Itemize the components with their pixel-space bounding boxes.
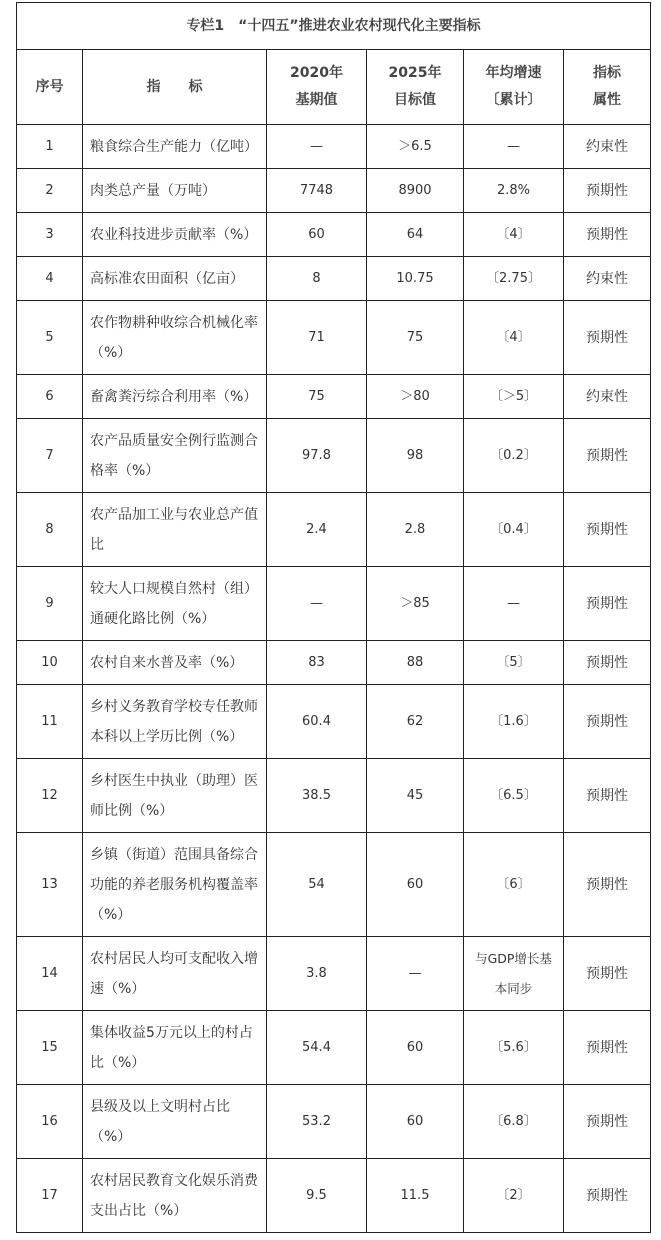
table-header-row (17, 50, 651, 125)
row-attr: 预期性 (564, 213, 651, 257)
row-attr: 预期性 (564, 685, 651, 759)
header-target-line1: 2025年 (388, 65, 442, 81)
row-growth: — (464, 125, 564, 169)
row-no: 6 (17, 375, 83, 419)
header-target-line2: 目标值 (394, 92, 436, 108)
row-growth: 与GDP增长基本同步 (464, 937, 564, 1011)
table-row (17, 125, 651, 169)
row-no: 9 (17, 567, 83, 641)
row-attr: 约束性 (564, 375, 651, 419)
row-no: 12 (17, 759, 83, 833)
row-base: 8 (267, 257, 367, 301)
row-target: ＞80 (367, 375, 464, 419)
header-base-line1: 2020年 (290, 65, 343, 81)
table-title-row (17, 3, 651, 50)
row-attr: 预期性 (564, 759, 651, 833)
header-growth (464, 50, 564, 125)
row-no: 7 (17, 419, 83, 493)
header-attr-line1: 指标 (593, 65, 622, 81)
row-target: 10.75 (367, 257, 464, 301)
row-base: 2.4 (267, 493, 367, 567)
row-base: 97.8 (267, 419, 367, 493)
header-attr (564, 50, 651, 125)
row-no: 16 (17, 1085, 83, 1159)
row-target: ＞85 (367, 567, 464, 641)
row-attr: 预期性 (564, 301, 651, 375)
table-row (17, 1085, 651, 1159)
row-indicator: 肉类总产量（万吨） (83, 169, 267, 213)
row-indicator: 农村居民教育文化娱乐消费支出占比（%） (83, 1159, 267, 1233)
header-attr-line2: 属性 (593, 92, 622, 108)
row-attr: 预期性 (564, 1159, 651, 1233)
row-base: — (267, 567, 367, 641)
row-indicator: 粮食综合生产能力（亿吨） (83, 125, 267, 169)
row-indicator: 农产品质量安全例行监测合格率（%） (83, 419, 267, 493)
row-attr: 预期性 (564, 493, 651, 567)
header-indicator: 指 标 (83, 50, 267, 125)
row-target: 88 (367, 641, 464, 685)
row-attr: 约束性 (564, 257, 651, 301)
row-no: 13 (17, 833, 83, 937)
row-target: 60 (367, 1085, 464, 1159)
row-base: 9.5 (267, 1159, 367, 1233)
row-indicator: 县级及以上文明村占比（%） (83, 1085, 267, 1159)
row-no: 5 (17, 301, 83, 375)
row-base: 53.2 (267, 1085, 367, 1159)
table-row (17, 375, 651, 419)
row-indicator: 农业科技进步贡献率（%） (83, 213, 267, 257)
row-target: 64 (367, 213, 464, 257)
row-indicator: 集体收益5万元以上的村占比（%） (83, 1011, 267, 1085)
table-row (17, 685, 651, 759)
table-row (17, 493, 651, 567)
row-growth: 〔6〕 (464, 833, 564, 937)
row-target: 60 (367, 1011, 464, 1085)
row-indicator: 乡村医生中执业（助理）医师比例（%） (83, 759, 267, 833)
row-no: 10 (17, 641, 83, 685)
row-no: 11 (17, 685, 83, 759)
indicators-table (16, 2, 651, 1233)
row-growth: 〔6.5〕 (464, 759, 564, 833)
row-attr: 预期性 (564, 1085, 651, 1159)
row-target: 60 (367, 833, 464, 937)
row-base: 54.4 (267, 1011, 367, 1085)
row-base: 38.5 (267, 759, 367, 833)
row-attr: 约束性 (564, 125, 651, 169)
row-indicator: 乡村义务教育学校专任教师本科以上学历比例（%） (83, 685, 267, 759)
row-attr: 预期性 (564, 937, 651, 1011)
table-row (17, 641, 651, 685)
row-growth: 〔2〕 (464, 1159, 564, 1233)
row-base: 3.8 (267, 937, 367, 1011)
row-target: 75 (367, 301, 464, 375)
row-attr: 预期性 (564, 1011, 651, 1085)
row-indicator: 畜禽粪污综合利用率（%） (83, 375, 267, 419)
row-target: 11.5 (367, 1159, 464, 1233)
row-growth: 〔4〕 (464, 301, 564, 375)
row-no: 2 (17, 169, 83, 213)
table-row (17, 937, 651, 1011)
row-target: 8900 (367, 169, 464, 213)
row-growth: 〔5.6〕 (464, 1011, 564, 1085)
row-growth: 〔5〕 (464, 641, 564, 685)
row-indicator: 农村自来水普及率（%） (83, 641, 267, 685)
row-no: 14 (17, 937, 83, 1011)
row-base: 54 (267, 833, 367, 937)
row-target: 2.8 (367, 493, 464, 567)
row-no: 8 (17, 493, 83, 567)
row-no: 1 (17, 125, 83, 169)
table-row (17, 1159, 651, 1233)
row-no: 3 (17, 213, 83, 257)
row-no: 15 (17, 1011, 83, 1085)
row-base: 75 (267, 375, 367, 419)
header-target (367, 50, 464, 125)
row-target: 45 (367, 759, 464, 833)
row-growth: — (464, 567, 564, 641)
row-target: 98 (367, 419, 464, 493)
row-target: 62 (367, 685, 464, 759)
row-base: — (267, 125, 367, 169)
table-row (17, 213, 651, 257)
row-indicator: 农作物耕种收综合机械化率（%） (83, 301, 267, 375)
row-growth: 〔1.6〕 (464, 685, 564, 759)
row-no: 4 (17, 257, 83, 301)
table-row (17, 301, 651, 375)
row-attr: 预期性 (564, 169, 651, 213)
table-row (17, 567, 651, 641)
row-growth: 〔6.8〕 (464, 1085, 564, 1159)
table-title: 专栏1 “十四五”推进农业农村现代化主要指标 (17, 3, 651, 50)
row-attr: 预期性 (564, 567, 651, 641)
row-base: 60.4 (267, 685, 367, 759)
row-growth: 〔4〕 (464, 213, 564, 257)
row-indicator: 较大人口规模自然村（组）通硬化路比例（%） (83, 567, 267, 641)
row-base: 60 (267, 213, 367, 257)
header-growth-line1: 年均增速 (485, 65, 542, 81)
row-target: — (367, 937, 464, 1011)
row-no: 17 (17, 1159, 83, 1233)
header-no: 序号 (17, 50, 83, 125)
row-base: 83 (267, 641, 367, 685)
row-growth: 〔2.75〕 (464, 257, 564, 301)
table-row (17, 833, 651, 937)
table-row (17, 169, 651, 213)
table-row (17, 1011, 651, 1085)
row-attr: 预期性 (564, 419, 651, 493)
table-row (17, 257, 651, 301)
table-row (17, 419, 651, 493)
row-growth: 2.8% (464, 169, 564, 213)
row-growth: 〔0.2〕 (464, 419, 564, 493)
row-indicator: 农产品加工业与农业总产值比 (83, 493, 267, 567)
row-target: ＞6.5 (367, 125, 464, 169)
header-base (267, 50, 367, 125)
header-base-line2: 基期值 (295, 92, 338, 108)
row-indicator: 乡镇（街道）范围具备综合功能的养老服务机构覆盖率（%） (83, 833, 267, 937)
row-attr: 预期性 (564, 641, 651, 685)
row-indicator: 高标准农田面积（亿亩） (83, 257, 267, 301)
row-attr: 预期性 (564, 833, 651, 937)
row-growth: 〔0.4〕 (464, 493, 564, 567)
row-base: 7748 (267, 169, 367, 213)
row-indicator: 农村居民人均可支配收入增速（%） (83, 937, 267, 1011)
header-growth-line2: 〔累计〕 (485, 92, 542, 108)
row-growth: 〔＞5〕 (464, 375, 564, 419)
table-row (17, 759, 651, 833)
row-base: 71 (267, 301, 367, 375)
